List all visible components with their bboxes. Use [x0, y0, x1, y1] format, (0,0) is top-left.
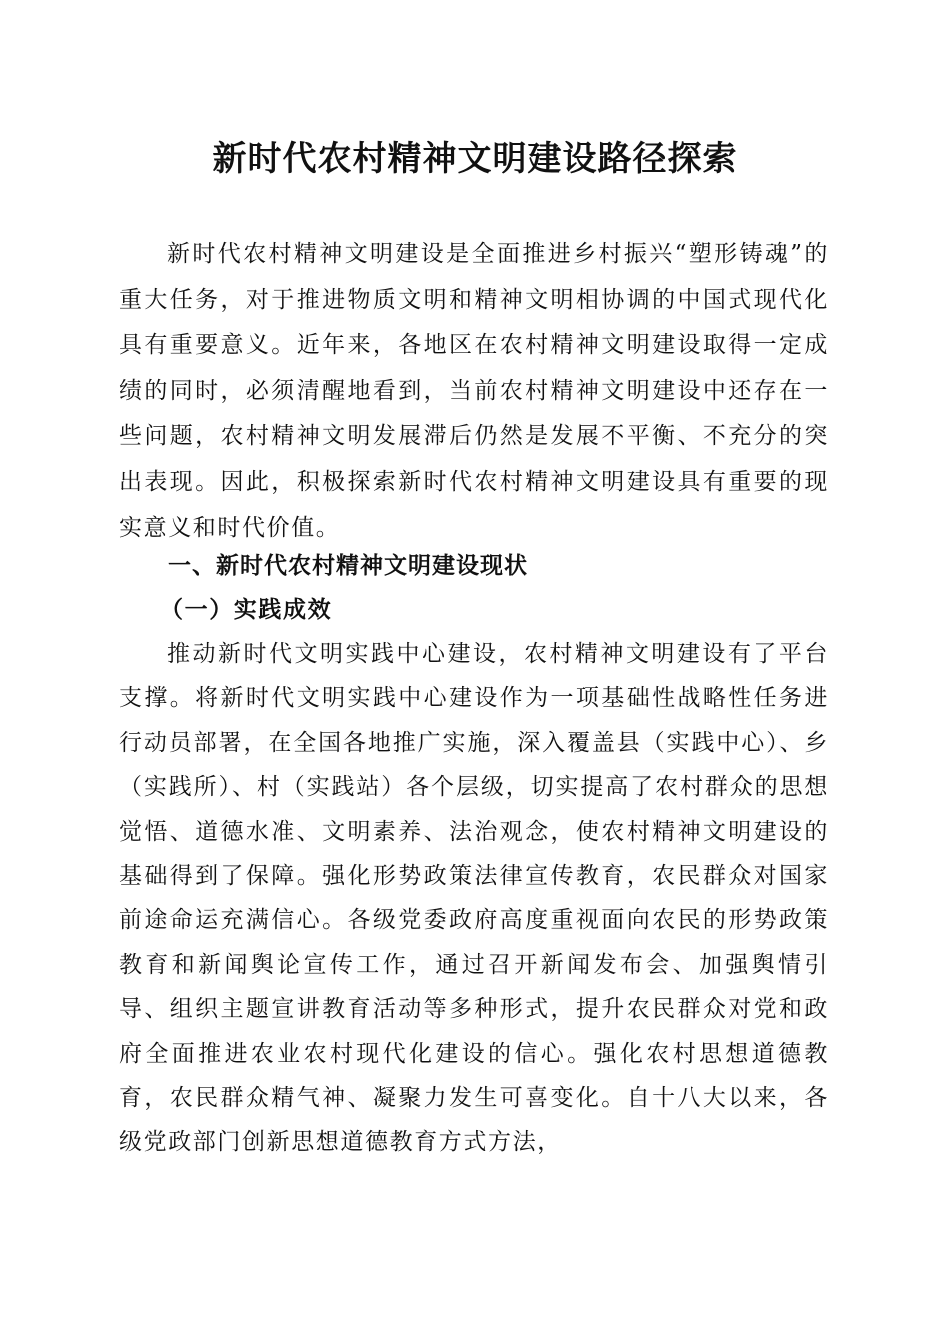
intro-paragraph: 新时代农村精神文明建设是全面推进乡村振兴“塑形铸魂”的重大任务，对于推进物质文明和精神文明相协调的中国式现代化具有重要意义。近年来，各地区在农村精神文明建设取得一定成绩的同时，必须清醒地看到，当前农村精神文明建设中还存在一些问题，农村精神文明发展滞后仍然是发展不平衡、不充分的突出表现。因此，积极探索新时代农村精神文明建设具有重要的现实意义和时代价值。: [119, 241, 829, 541]
body-paragraph: 推动新时代文明实践中心建设，农村精神文明建设有了平台支撑。将新时代文明实践中心建设作为一项基础性战略性任务进行动员部署，在全国各地推广实施，深入覆盖县（实践中心）、乡（实践所）、村（实践站）各个层级，切实提高了农村群众的思想觉悟、道德水准、文明素养、法治观念，使农村精神文明建设的基础得到了保障。强化形势政策法律宣传教育，农民群众对国家前途命运充满信心。各级党委政府高度重视面向农民的形势政策教育和新闻舆论宣传工作，通过召开新闻发布会、加强舆情引导、组织主题宣讲教育活动等多种形式，提升农民群众对党和政府全面推进农业农村现代化建设的信心。强化农村思想道德教育，农民群众精气神、凝聚力发生可喜变化。自十八大以来，各级党政部门创新思想道德教育方式方法，: [119, 641, 829, 1156]
section-heading: 一、新时代农村精神文明建设现状: [168, 553, 528, 579]
document-title: 新时代农村精神文明建设路径探索: [212, 139, 738, 179]
subsection-heading: （一）实践成效: [160, 596, 333, 623]
